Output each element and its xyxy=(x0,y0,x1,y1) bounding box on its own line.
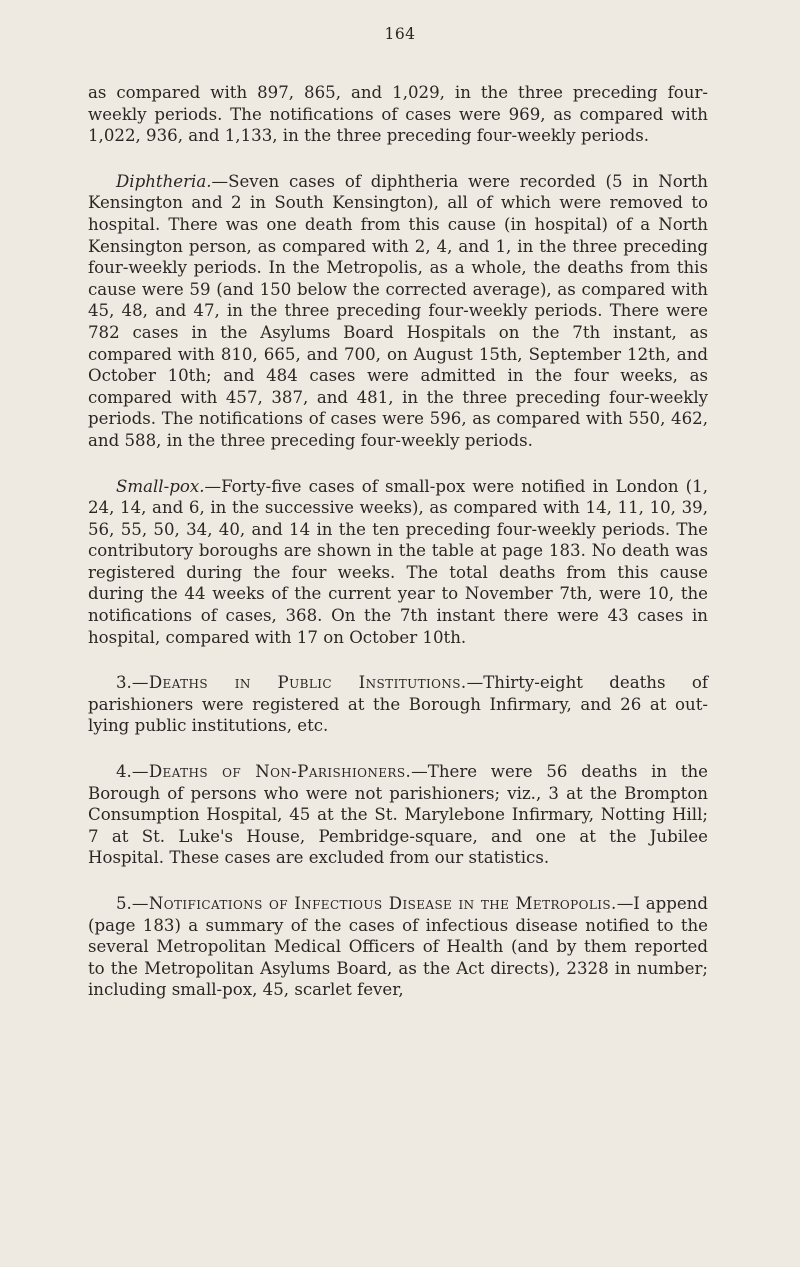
paragraph-notifications-metropolis xyxy=(88,893,708,1001)
paragraph-lead: Diphtheria. xyxy=(116,171,212,191)
body-text xyxy=(88,82,708,1025)
section-heading: —Deaths of Non-Parishioners. xyxy=(131,762,412,782)
paragraph-measles-continuation xyxy=(88,82,708,147)
paragraph-small-pox xyxy=(88,476,708,649)
section-number: 3. xyxy=(116,673,132,693)
paragraph-text: —Seven cases of diphtheria were recorded (5 in North Kensington and 2 in South Kensington), all of which were removed to hospital. There was one death from this cause (in hospital) of a North Kensington person, as compared with 2, 4, and 1, in the three preceding four-weekly periods. In the Metropolis, as a whole, the deaths from this cause were 59 (and 150 below the corrected average), as compared with 45, 48, and 47, in the three preceding four-weekly periods. There were 782 cases in the Asylums Board Hospitals on the 7th instant, as compared with 810, 665, and 700, on August 15th, September 12th, and October 10th; and 484 cases were admitted in the four weeks, as compared with 457, 387, and 481, in the three preceding four-weekly periods. The notifications of cases were 596, as compared with 550, 462, and 588, in the three preceding four-weekly periods. xyxy=(88,171,708,450)
paragraph-text: —I append (page 183) a summary of the cases of infectious disease notified to the several Metropolitan Medical Officers of Health (and by them reported to the Metropolitan Asylums Board, as the Act directs), 2328 in number; including small-pox, 45, scarlet fever, xyxy=(88,894,708,1000)
paragraph-deaths-non-parishioners xyxy=(88,761,708,869)
section-number: 4. xyxy=(116,762,132,782)
paragraph-text: —There were 56 deaths in the Borough of persons who were not parishioners; viz., 3 at the Brompton Consumption Hospital, 45 at the St. Marylebone Infirmary, Notting Hill; 7 at St. Luke's House, Pembridge-square, and one at the Jubilee Hospital. These cases are excluded from our statistics. xyxy=(88,762,708,868)
paragraph-text: —Thirty-eight deaths of parishioners were registered at the Borough Infirmary, and 26 at out-lying public institutions, etc. xyxy=(88,673,708,736)
section-heading: —Notifications of Infectious Disease in the Metropolis. xyxy=(131,894,617,913)
paragraph-diphtheria xyxy=(88,171,708,452)
section-number: 5. xyxy=(116,894,132,913)
page-number: 164 xyxy=(384,25,416,43)
paragraph-text: as compared with 897, 865, and 1,029, in the three preceding four-weekly periods. The notifications of cases were 969, as compared with 1,022, 936, and 1,133, in the three preceding four-weekly periods. xyxy=(88,83,708,146)
section-heading: —Deaths in Public Institutions. xyxy=(131,673,467,693)
paragraph-lead: Small-pox. xyxy=(116,476,205,496)
paragraph-deaths-public-institutions xyxy=(88,672,708,737)
paragraph-text: —Forty-five cases of small-pox were notified in London (1, 24, 14, and 6, in the successive weeks), as compared with 14, 11, 10, 39, 56, 55, 50, 34, 40, and 14 in the ten preceding four-weekly periods. The contributory boroughs are shown in the table at page 183. No death was registered during the four weeks. The total deaths from this cause during the 44 weeks of the current year to November 7th, were 10, the notifications of cases, 368. On the 7th instant there were 43 cases in hospital, compared with 17 on October 10th. xyxy=(88,476,708,647)
